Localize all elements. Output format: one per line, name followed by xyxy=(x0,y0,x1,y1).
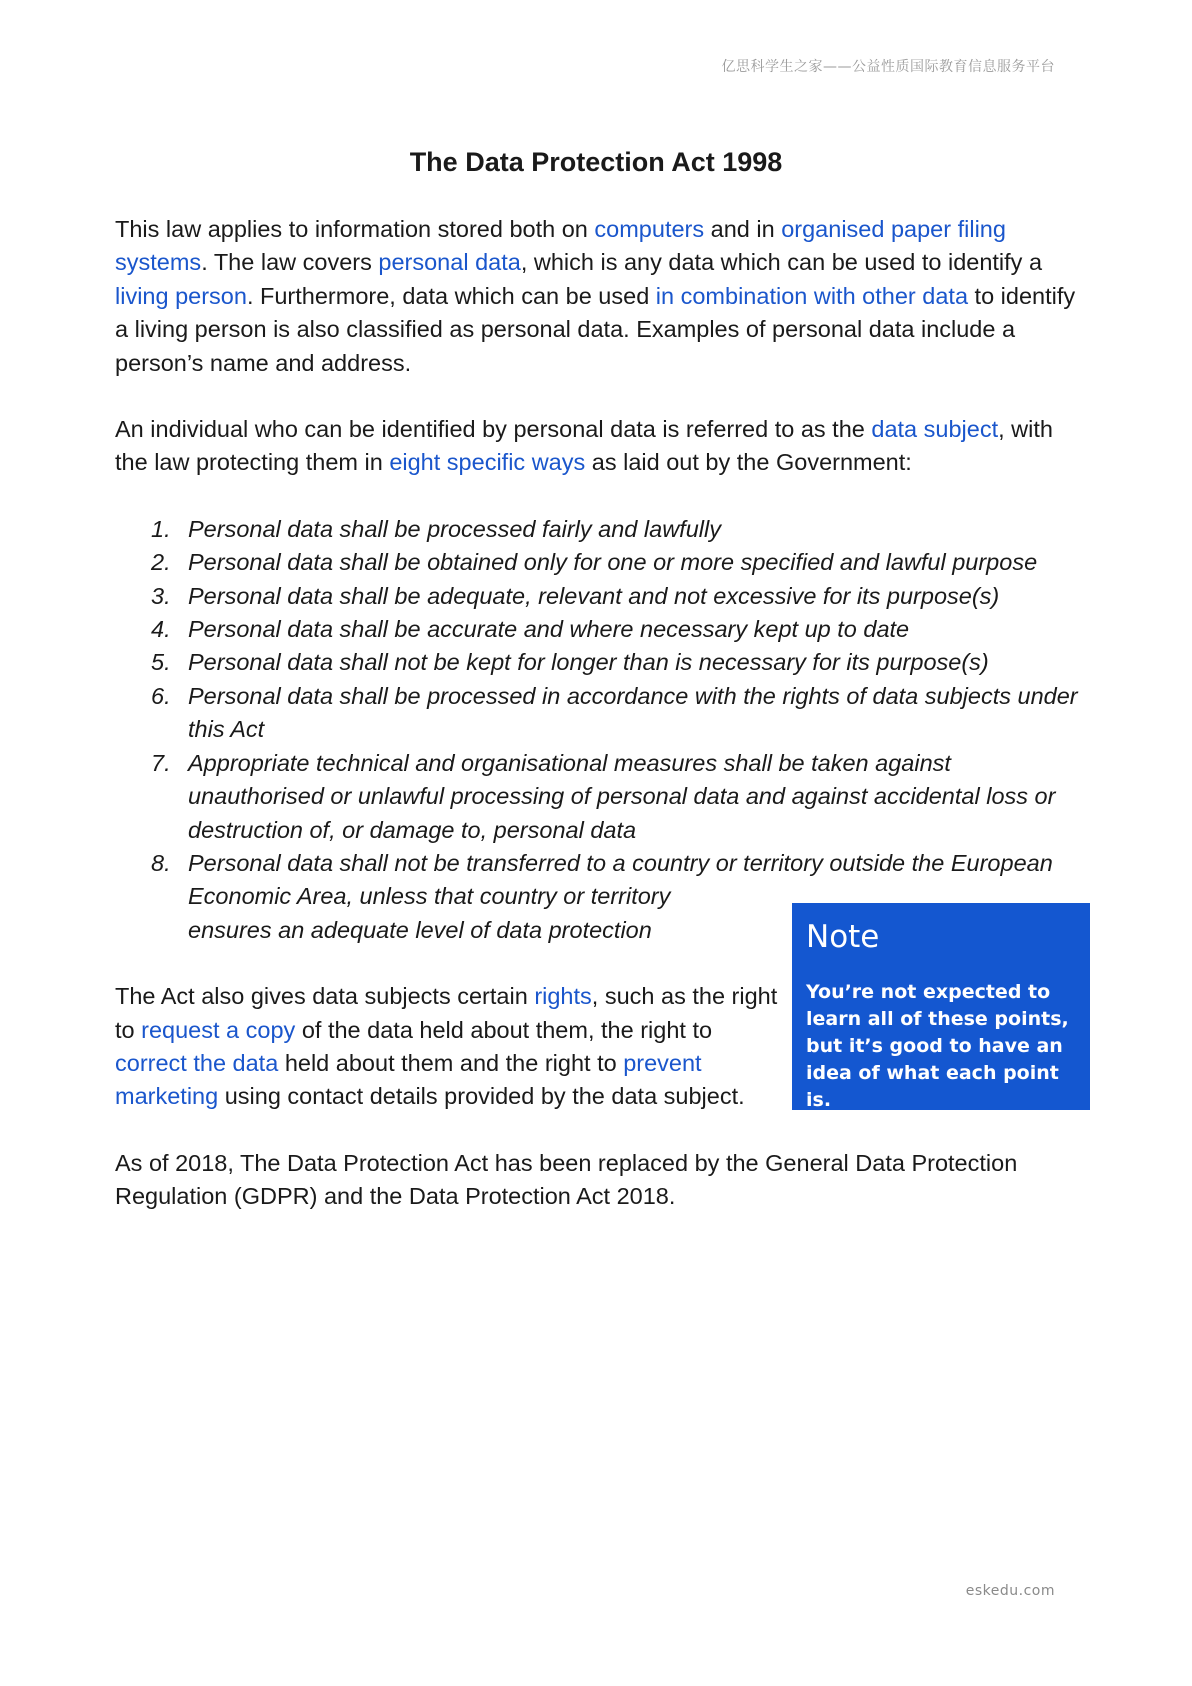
document-title: The Data Protection Act 1998 xyxy=(409,147,783,177)
list-item: 2. Personal data shall be obtained only for one or more specified and lawful purpose xyxy=(151,549,1038,576)
link-rights[interactable]: rights xyxy=(534,983,592,1010)
page-header: 亿思科学生之家——公益性质国际教育信息服务平台 xyxy=(721,59,1055,75)
intro-paragraph: This law applies to information stored both on computers and in organised paper filing systems. The law covers personal data, which is any data which can be used to identify a living person. Furthermore, data which can be used in combination with other data to identify a living person is also classified as personal data. Examples of personal data include a person’s name and address. xyxy=(115,216,1076,376)
link-living-person[interactable]: living person xyxy=(115,282,247,309)
page-footer: eskedu.com xyxy=(965,1583,1055,1599)
link-prevent-marketing[interactable]: prevent marketing xyxy=(115,1049,702,1110)
note-callout xyxy=(792,903,1090,1110)
list-item: 3. Personal data shall be adequate, relevant and not excessive for its purpose(s) xyxy=(151,582,1000,609)
list-item: 7. Appropriate technical and organisational measures shall be taken against unauthorised or unlawful processing of personal data and against accidental loss or destruction of, or damage to, personal data xyxy=(151,749,1056,843)
link-in-combination[interactable]: in combination with other data xyxy=(655,282,969,309)
list-item: 4. Personal data shall be accurate and where necessary kept up to date xyxy=(151,616,910,643)
link-data-subject[interactable]: data subject xyxy=(871,416,999,443)
link-computers[interactable]: computers xyxy=(594,216,705,242)
list-item: 5. Personal data shall not be kept for longer than is necessary for its purpose(s) xyxy=(151,649,989,676)
rights-paragraph: The Act also gives data subjects certain rights, such as the right to request a copy of the data held about them, the right to correct the data held about them and the right to prevent marketing using contact details provided by the data subject. xyxy=(115,983,778,1110)
note-body: You’re not expected to learn all of these points, but it’s good to have an idea of what each point is. xyxy=(806,981,1069,1111)
link-eight-specific-ways[interactable]: eight specific ways xyxy=(389,449,586,476)
link-request-a-copy[interactable]: request a copy xyxy=(141,1016,296,1043)
principles-list xyxy=(115,513,1090,947)
list-item: 6. Personal data shall be processed in accordance with the rights of data subjects under this Act xyxy=(151,682,1078,743)
link-personal-data[interactable]: personal data xyxy=(378,249,521,276)
link-organised-paper-filing-systems[interactable]: organised paper filing systems xyxy=(115,216,1006,276)
link-correct-the-data[interactable]: correct the data xyxy=(115,1049,279,1076)
gdpr-paragraph: As of 2018, The Data Protection Act has been replaced by the General Data Protection Regulation (GDPR) and the Data Protection Act 2018. xyxy=(115,1149,1018,1210)
list-item: 8. Personal data shall not be transferred to a country or territory outside the European Economic Area, unless that country or territory ensures an adequate level of data protection xyxy=(151,849,1053,943)
data-subject-paragraph: An individual who can be identified by personal data is referred to as the data subject, with the law protecting them in eight specific ways as laid out by the Government: xyxy=(115,416,1053,476)
note-title: Note xyxy=(806,919,880,955)
list-item: 1. Personal data shall be processed fairly and lawfully xyxy=(151,515,721,542)
